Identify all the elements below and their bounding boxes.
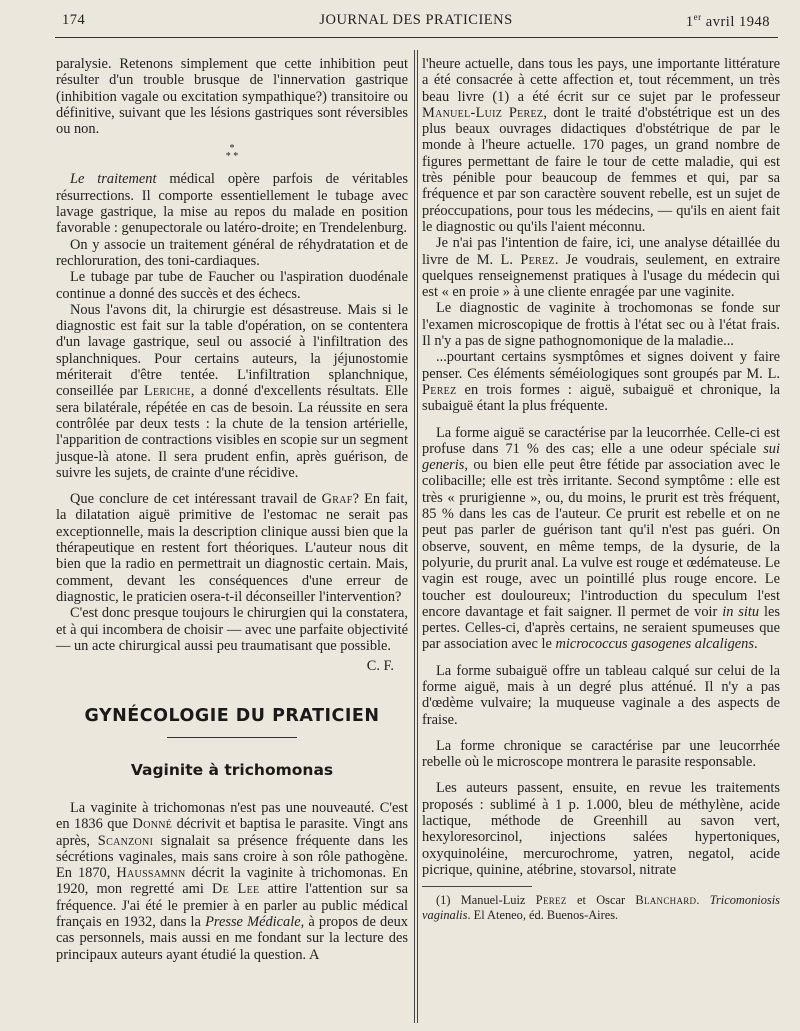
journal-title: JOURNAL DES PRATICIENS bbox=[319, 12, 513, 28]
issue-date: 1er avril 1948 bbox=[685, 12, 770, 30]
running-header bbox=[62, 12, 770, 34]
paragraph: l'heure actuelle, dans tous les pays, une importante littérature a été consacrée à cette affection et, tout récemment, un très beau livre (1) a été écrit sur ce sujet par le professeur Manuel-Luiz Perez, dont le traité d'obstétrique est un des plus beaux ouvrages didactiques d'obstétrique de par le monde à l'heure actuelle. 170 pages, un grand nombre de figures permettant de faire le tour de cette maladie, qui est très pénible pour beaucoup de femmes et qui, par sa fréquence et par son caractère souvent rebelle, est un sujet de préoccupations, pour tous les médecins, — qu'ils en aient fait le diagnostic ou qu'ils l'aient méconnu. bbox=[422, 56, 780, 235]
header-rule bbox=[55, 37, 778, 38]
section-heading: GYNÉCOLOGIE DU PRATICIEN bbox=[84, 706, 380, 727]
paragraph: Les auteurs passent, ensuite, en revue les traitements proposés : sublimé à 1 p. 1.000, bleu de méthylène, acide lactique, méthode de Greenhill au savon vert, hexyloresorcinol, injections salées hypertoniques, oxyquinoléine, mercurochrome, yatren, negatol, acide picrique, quinine, atébrine, stovarsol, nitrate bbox=[422, 780, 780, 878]
right-column bbox=[422, 56, 780, 922]
footnote-rule bbox=[422, 886, 532, 887]
page-number: 174 bbox=[62, 12, 86, 28]
paragraph: Que conclure de cet intéressant travail de Graf? En fait, la dilatation aiguë primitive de l'estomac ne serait pas exceptionnelle, mais la description clinique aussi bien que la thérapeutique en restent fort théoriques. L'auteur nous dit bien que la radio en permettrait un diagnostic certain. Mais, comment, devant les conséquences d'une erreur de diagnostic, le praticien osera-t-il déconseiller l'intervention? bbox=[56, 491, 409, 605]
paragraph: La forme aiguë se caractérise par la leucorrhée. Celle-ci est profuse dans 71 % des cas; elle a une odeur spéciale sui generis, ou bien elle peut être fétide par association avec le colibacille; elle est très irritante. Second symptôme : elle est très « prurigienne », ou, du moins, le prurit est très fréquent, 85 % dans les cas de l'auteur. Ce prurit est rebelle et on ne peut pas parler de guérison tant qu'il n'est pas guéri. On observe, souvent, en même temps, de la dysurie, de la polyurie, du prurit anal. La vulve est rouge et œdémateuse. Le vagin est rouge, avec un pointillé plus rouge encore. Le toucher est douloureux; l'introduction du speculum l'est encore davantage et fait saigner. Il permet de voir in situ les pertes. Celles-ci, d'après certains, ne seraient spumeuses que par association avec le micrococcus gasogenes alcaligens. bbox=[422, 424, 780, 653]
footnote: (1) Manuel-Luiz Perez et Oscar Blanchard. Tricomoniosis vaginalis. El Ateneo, éd. Buenos-Aires. bbox=[422, 893, 780, 922]
paragraph: On y associe un traitement général de réhydratation et de rechloruration, des toni-cardiaques. bbox=[56, 236, 408, 269]
paragraph: La forme subaiguë offre un tableau calqué sur celui de la forme aiguë, mais à un degré plus atténué. Il n'y a pas d'œdème vulvaire; la muqueuse vaginale a des aspects de fraise. bbox=[422, 662, 780, 728]
paragraph: Je n'ai pas l'intention de faire, ici, une analyse détaillée du livre de M. L. Perez. Je voudrais, seulement, en extraire quelques renseignemenst pratiques à l'usage du médecin qui est « en proie » à une cliente enragée par une vaginite. bbox=[422, 235, 780, 301]
paragraph: La vaginite à trichomonas n'est pas une nouveauté. C'est en 1836 que Donné décrivit et baptisa le parasite. Vingt ans après, Scanzoni signalait sa présence fréquente dans les sécrétions vaginales, mais sans croire à son rôle pathogène. En 1870, Haussamnn décrit la vaginite à trichomonas. En 1920, mon regretté ami De Lee attire l'attention sur sa fréquence. J'ai été le premier à en parler au public médical français en 1932, dans la Presse Médicale, à propos de deux cas personnels, mais aussi en me fondant sur la lecture des principaux auteurs ayant étudié la question. A bbox=[56, 799, 409, 963]
left-column bbox=[56, 56, 408, 963]
paragraph: C'est donc presque toujours le chirurgien qui la constatera, et à qui incombera de choisir — avec une parfaite objectivité — un acte chirurgical aussi peu traumatisant que possible. bbox=[56, 605, 408, 654]
paragraph: ...pourtant certains sysmptômes et signes doivent y faire penser. Ces éléments séméiologiques sont groupés par M. L. Perez en trois formes : aiguë, subaiguë et chronique, la subaiguë étant la plus fréquente. bbox=[422, 349, 780, 415]
section-break-asterisks: * * * bbox=[225, 143, 239, 163]
paragraph: paralysie. Retenons simplement que cette inhibition peut résulter d'un trouble brusque de l'innervation gastrique (inhibition vagale ou excitation sympathique?) transitoire ou définitive, suivant que les lésions gastriques sont réversibles ou non. bbox=[56, 56, 408, 138]
heading-rule bbox=[167, 737, 297, 738]
paragraph: Le traitement médical opère parfois de véritables résurrections. Il comporte essentiellement le tubage avec lavage gastrique, la mise au repos du malade en position favorable : genupectorale ou latéro-droite; en Trendelenburg. bbox=[56, 171, 408, 237]
column-divider-second-line bbox=[417, 50, 418, 1023]
paragraph: Le tubage par tube de Faucher ou l'aspiration duodénale continue a donné des succès et des échecs. bbox=[56, 269, 408, 302]
paragraph: La forme chronique se caractérise par une leucorrhée rebelle où le microscope montrera le parasite responsable. bbox=[422, 737, 780, 771]
article-title: Vaginite à trichomonas bbox=[130, 760, 334, 779]
column-divider bbox=[414, 50, 415, 1023]
paragraph: Nous l'avons dit, la chirurgie est désastreuse. Mais si le diagnostic est fait sur la table d'opération, on se contentera d'un lavage gastrique, seul ou associé à l'infiltration des splanchniques. Pour certains auteurs, la jéjunostomie mériterait d'être tentée. L'infiltration splanchnique, conseillée par Leriche, a donné d'excellents résultats. Elle sera bilatérale, répétée en cas de besoin. La réussite en sera contrôlée par deux tests : la chute de la tension artérielle, l'apparition de contractions visibles en scopie sur un segment jusque-là atone. Il sera prudent enfin, après guérison, de suivre les sujets, de crainte d'une récidive. bbox=[56, 301, 408, 481]
paragraph: Le diagnostic de vaginite à trochomonas se fonde sur l'examen microscopique de frottis à l'état sec ou à l'état frais. Il n'y a pas de signe pathognomonique de la maladie... bbox=[422, 300, 780, 350]
author-signature: C. F. bbox=[366, 658, 394, 675]
